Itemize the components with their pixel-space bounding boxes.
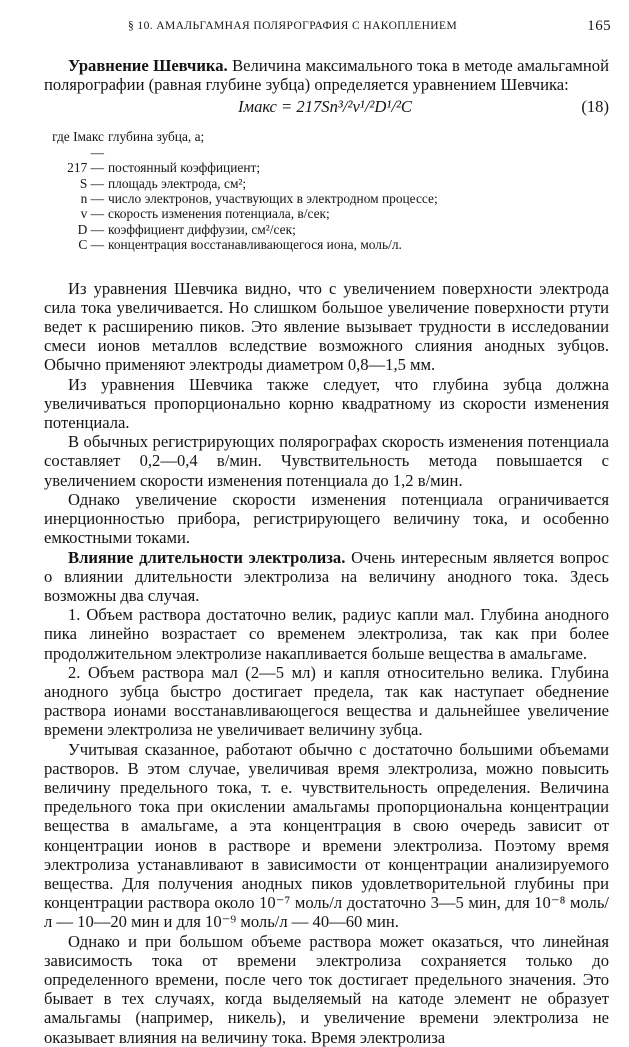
case-item: 1. Объем раствора достаточно велик, радиус капли мал. Глубина анодного пика линейно возрастает со временем электролиза, так как при более продолжительном электролизе накапливается больше вещества в амальгаме. bbox=[44, 605, 609, 663]
legend-text: скорость изменения потенциала, в/сек; bbox=[108, 206, 330, 222]
intro-title: Уравнение Шевчика. bbox=[68, 56, 228, 75]
legend-text: концентрация восстанавливающегося иона, моль/л. bbox=[108, 237, 402, 253]
page-body bbox=[44, 56, 609, 1047]
legend-text: число электронов, участвующих в электродном процессе; bbox=[108, 191, 438, 207]
equation-formula: Iмакс = 217Sn³/²v¹/²D¹/²C bbox=[238, 97, 412, 117]
legend-row bbox=[44, 176, 609, 191]
section-title: § 10. АМАЛЬГАМНАЯ ПОЛЯРОГРАФИЯ С НАКОПЛЕНИЕМ bbox=[128, 20, 458, 32]
variable-legend bbox=[44, 129, 609, 252]
legend-row bbox=[44, 237, 609, 252]
legend-row bbox=[44, 191, 609, 206]
legend-text: постоянный коэффициент; bbox=[108, 160, 261, 176]
paragraph: Из уравнения Шевчика также следует, что глубина зубца должна увеличиваться пропорционально корню квадратному из скорости изменения потенциала. bbox=[44, 374, 609, 433]
legend-text: площадь электрода, см²; bbox=[108, 175, 247, 191]
legend-symbol: S — bbox=[79, 175, 104, 191]
paragraph: Учитывая сказанное, работают обычно с достаточно большими объемами растворов. В этом случае, увеличивая время электролиза, можно повысить величину предельного тока, т. е. чувствительность определения. Величина предельного тока при окислении амальгамы пропорциональна концентрации вещества в амальгаме, а эта концентрация в свою очередь зависит от концентрации ионов в растворе и времени электролиза. Поэтому время электролиза устанавливают в зависимости от концентрации анализируемого вещества. Для получения анодных пиков удовлетворительной глубины при концентрации раствора около 10⁻⁷ моль/л достаточно 3—5 мин, для 10⁻⁸ моль/л — 10—20 мин и для 10⁻⁹ моль/л — 40—60 мин. bbox=[44, 739, 609, 932]
legend-row bbox=[44, 160, 609, 175]
legend-symbol: D — bbox=[77, 221, 104, 237]
paragraph: В обычных регистрирующих полярографах скорость изменения потенциала составляет 0,2—0,4 в/мин. Чувствительность метода повышается с увеличением скорости изменения потенциала до 1,2 в/мин. bbox=[44, 432, 609, 490]
legend-text: глубина зубца, а; bbox=[108, 129, 205, 145]
section2-text: Очень интересным является вопрос о влиянии длительности электролиза на величину анодного тока. Здесь возможны два случая. bbox=[44, 547, 609, 605]
legend-text: коэффициент диффузии, см²/сек; bbox=[108, 221, 296, 237]
intro-paragraph bbox=[44, 56, 609, 94]
equation-number: (18) bbox=[581, 97, 609, 117]
legend-row bbox=[44, 222, 609, 237]
legend-lead: где bbox=[52, 129, 70, 145]
legend-row bbox=[44, 206, 609, 221]
legend-symbol: v — bbox=[80, 206, 104, 222]
legend-row bbox=[44, 129, 609, 160]
legend-symbol: Iмакс — bbox=[73, 129, 104, 160]
section-paragraph bbox=[44, 548, 609, 606]
legend-symbol: n — bbox=[80, 191, 104, 207]
paragraph: Однако увеличение скорости изменения потенциала ограничивается инерционностью прибора, регистрирующего величину тока, и особенно емкостными токами. bbox=[44, 489, 609, 548]
equation bbox=[44, 97, 609, 119]
page-number: 165 bbox=[587, 18, 611, 34]
paragraph: Однако и при большом объеме раствора может оказаться, что линейная зависимость тока от времени электролиза сохраняется только до определенного времени, после чего ток достигает предельного значения. Это бывает в тех случаях, когда выделяемый на катоде элемент не образует амальгамы (например, никель), и увеличение времени электролиза не оказывает влияния на величину тока. Время электролиза bbox=[44, 931, 609, 1047]
case-item: 2. Объем раствора мал (2—5 мл) и капля относительно велика. Глубина анодного зубца быстро достигает предела, так как наступает обеднение раствора ионами восстанавливающегося вещества и дальнейшее увеличение времени электролиза не увеличивает величину зубца. bbox=[44, 662, 609, 740]
legend-symbol: C — bbox=[78, 237, 104, 253]
section2-title: Влияние длительности электролиза. bbox=[68, 547, 346, 567]
intro-text: Величина максимального тока в методе амальгамной полярографии (равная глубине зубца) определяется уравнением Шевчика: bbox=[44, 56, 609, 95]
paragraph: Из уравнения Шевчика видно, что с увеличением поверхности электрода сила тока увеличивается. Но слишком большое увеличение поверхности ртути ведет к расширению пиков. Это явление вызывает трудности в исследовании смеси ионов металлов вследствие возможного слияния анодных зубцов. Обычно применяют электроды диаметром 0,8—1,5 мм. bbox=[44, 278, 609, 375]
legend-symbol: 217 — bbox=[67, 160, 104, 176]
running-header bbox=[128, 20, 611, 36]
